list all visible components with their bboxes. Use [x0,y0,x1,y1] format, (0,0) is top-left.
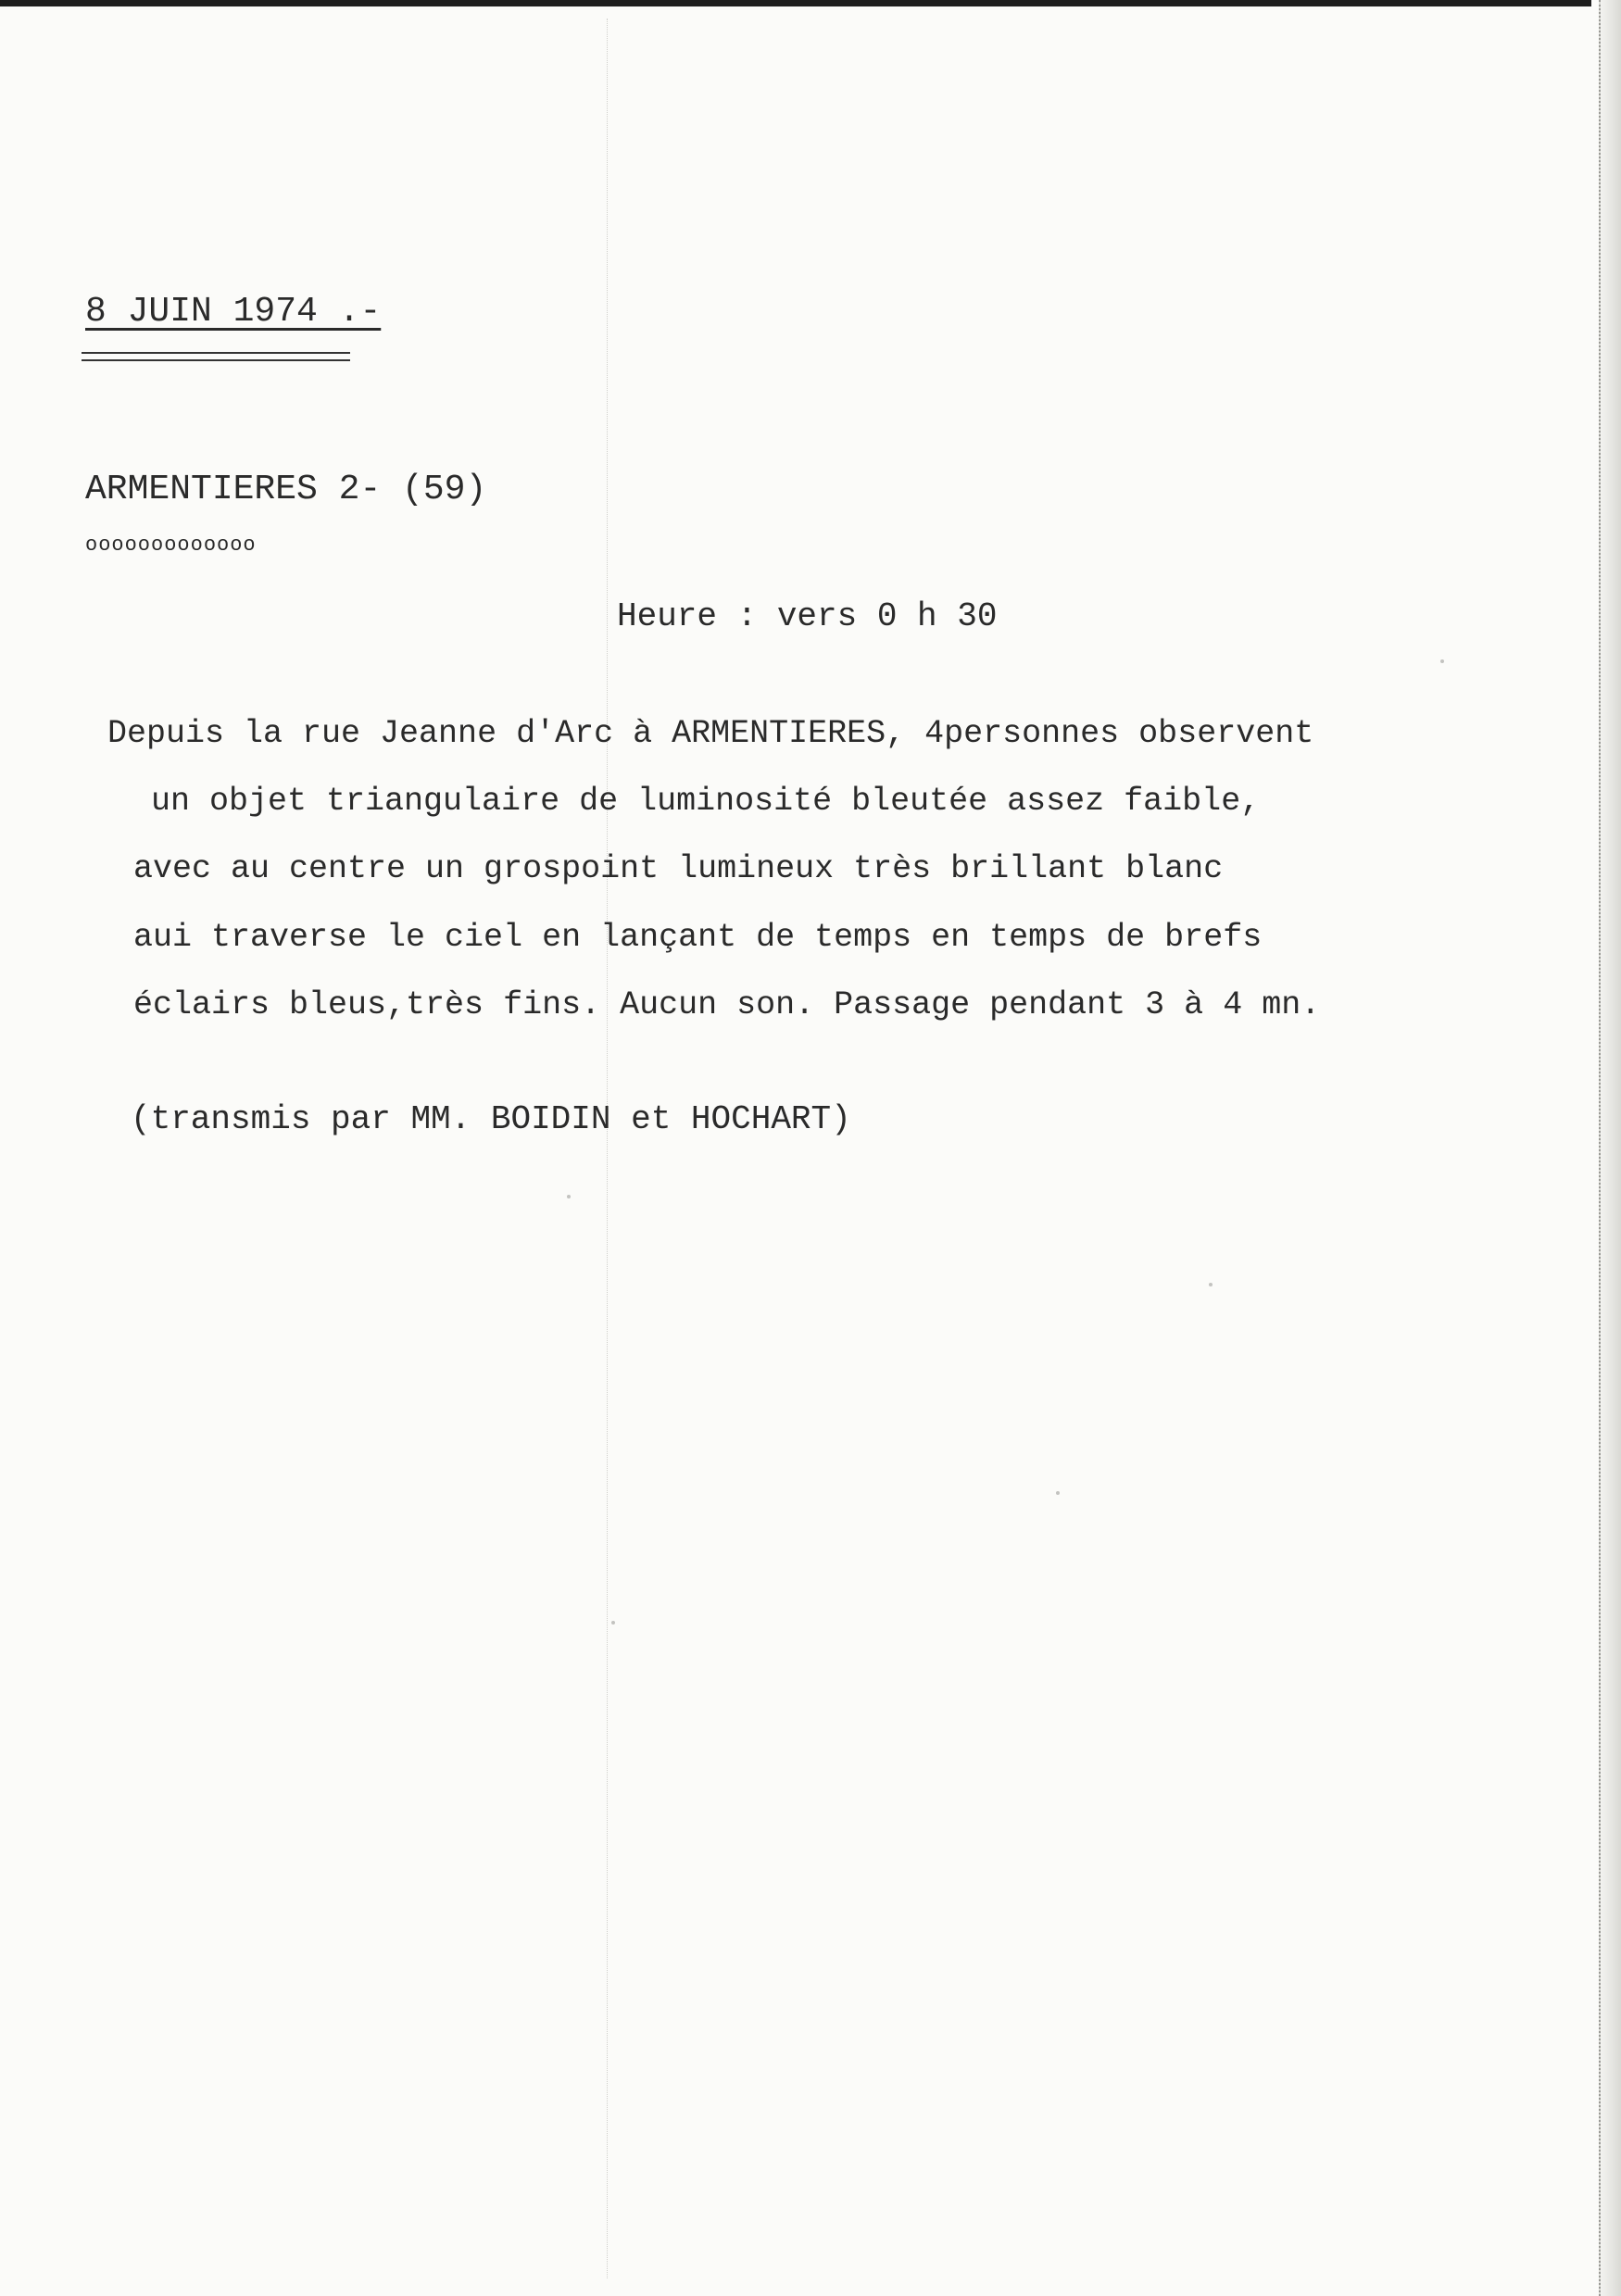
body-line: Depuis la rue Jeanne d'Arc à ARMENTIERES, 4personnes observent [107,715,1314,752]
report-credit: (transmis par MM. BOIDIN et HOCHART) [131,1100,851,1138]
scan-speck [611,1621,615,1625]
scan-speck [567,1195,571,1198]
scan-speck [1056,1491,1060,1495]
scan-right-edge [1599,0,1621,2296]
location-underline: ooooooooooooo [85,533,257,557]
date-double-underline-2 [82,359,350,361]
report-location: ARMENTIERES 2- (59) [85,470,487,509]
body-line: avec au centre un grospoint lumineux très brillant blanc [133,850,1224,887]
report-date: 8 JUIN 1974 .- [85,292,382,332]
date-double-underline-1 [82,352,350,354]
scan-speck [1440,659,1444,663]
body-line: aui traverse le ciel en lançant de temps en temps de brefs [133,919,1263,956]
paper-fold-line [607,19,608,2278]
body-line: éclairs bleus,très fins. Aucun son. Passage pendant 3 à 4 mn. [133,986,1321,1023]
body-line: un objet triangulaire de luminosité bleutée assez faible, [151,783,1261,820]
scan-top-edge [0,0,1591,6]
report-time: Heure : vers 0 h 30 [617,597,998,635]
scan-speck [1209,1283,1213,1286]
